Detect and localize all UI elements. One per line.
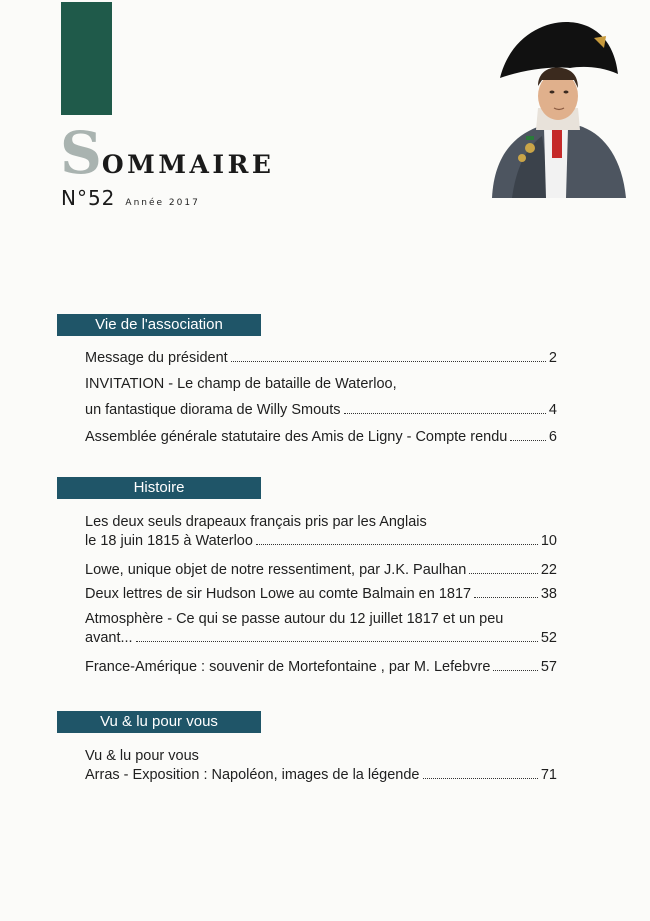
page-title bbox=[60, 119, 275, 187]
section-heading-association: Vie de l'association bbox=[57, 314, 261, 336]
toc-entry[interactable] bbox=[85, 747, 557, 785]
toc-entry[interactable] bbox=[85, 428, 557, 447]
toc-entry[interactable] bbox=[85, 610, 557, 648]
entry-page: 57 bbox=[540, 659, 557, 675]
entry-page: 52 bbox=[540, 630, 557, 646]
entry-title: Assemblée générale statutaire des Amis de Ligny - Compte rendu bbox=[85, 429, 508, 445]
toc-entry[interactable] bbox=[85, 513, 557, 551]
entry-title: Vu & lu pour vous bbox=[85, 748, 199, 764]
title-initial: S bbox=[60, 119, 102, 187]
entry-title: Lowe, unique objet de notre ressentiment, par J.K. Paulhan bbox=[85, 562, 467, 578]
leader-dots bbox=[493, 670, 537, 671]
entry-title-cont: Arras - Exposition : Napoléon, images de la légende bbox=[85, 767, 420, 783]
issue-number: N°52 bbox=[61, 186, 116, 210]
entry-title: Les deux seuls drapeaux français pris par les Anglais bbox=[85, 514, 427, 530]
toc-entry[interactable] bbox=[85, 375, 557, 420]
issue-year: Année 2017 bbox=[125, 198, 200, 208]
entry-title: France-Amérique : souvenir de Mortefontaine , par M. Lefebvre bbox=[85, 659, 491, 675]
leader-dots bbox=[510, 440, 546, 441]
toc-entry[interactable] bbox=[85, 658, 557, 677]
entry-title-cont: avant... bbox=[85, 630, 133, 646]
entry-title: INVITATION - Le champ de bataille de Waterloo, bbox=[85, 376, 397, 392]
title-rest: OMMAIRE bbox=[101, 150, 275, 179]
leader-dots bbox=[344, 413, 546, 414]
entry-title-cont: un fantastique diorama de Willy Smouts bbox=[85, 402, 341, 418]
entry-title: Message du président bbox=[85, 350, 228, 366]
entry-page: 2 bbox=[548, 350, 557, 366]
entry-title-cont: le 18 juin 1815 à Waterloo bbox=[85, 533, 253, 549]
entry-page: 6 bbox=[548, 429, 557, 445]
leader-dots bbox=[469, 573, 538, 574]
decorative-green-bar bbox=[61, 2, 112, 115]
leader-dots bbox=[136, 641, 538, 642]
entry-page: 71 bbox=[540, 767, 557, 783]
entry-page: 10 bbox=[540, 533, 557, 549]
entry-page: 4 bbox=[548, 402, 557, 418]
leader-dots bbox=[231, 361, 546, 362]
leader-dots bbox=[256, 544, 538, 545]
entry-title: Atmosphère - Ce qui se passe autour du 12 juillet 1817 et un peu bbox=[85, 611, 504, 627]
entry-title: Deux lettres de sir Hudson Lowe au comte Balmain en 1817 bbox=[85, 586, 472, 602]
toc-entry[interactable] bbox=[85, 561, 557, 580]
section-heading-vu-lu: Vu & lu pour vous bbox=[57, 711, 261, 733]
napoleon-portrait bbox=[482, 8, 630, 200]
section-heading-histoire: Histoire bbox=[57, 477, 261, 499]
entry-page: 38 bbox=[540, 586, 557, 602]
leader-dots bbox=[474, 597, 538, 598]
leader-dots bbox=[423, 778, 538, 779]
entry-page: 22 bbox=[540, 562, 557, 578]
issue-line bbox=[61, 186, 200, 210]
toc-entry[interactable] bbox=[85, 349, 557, 368]
toc-entry[interactable] bbox=[85, 585, 557, 604]
